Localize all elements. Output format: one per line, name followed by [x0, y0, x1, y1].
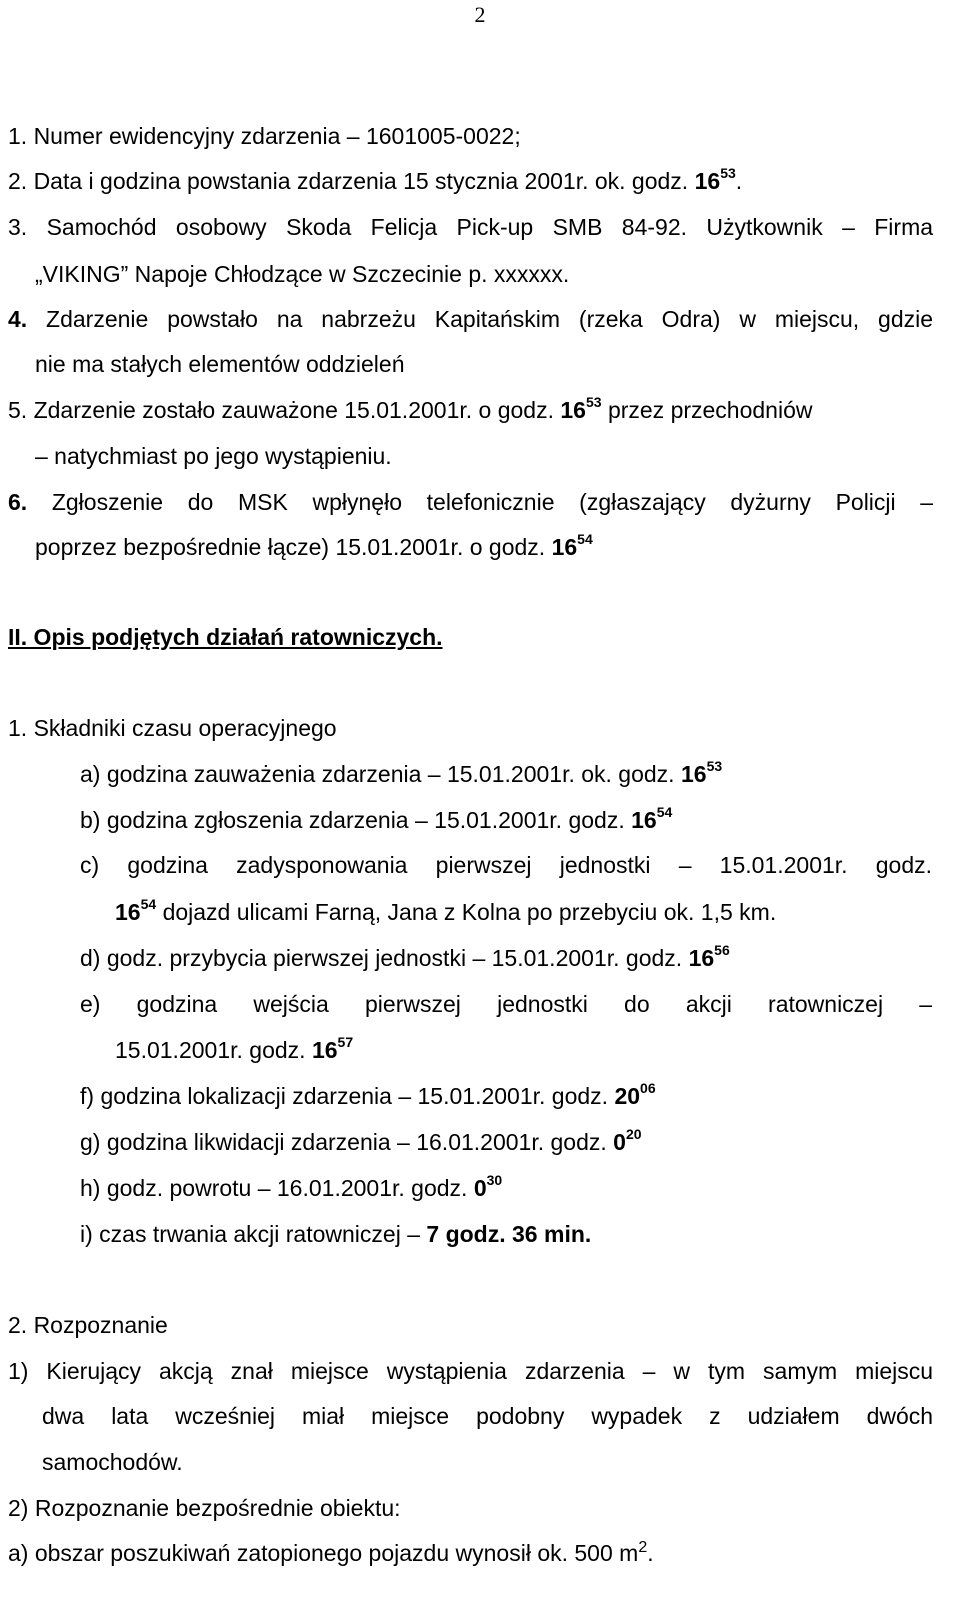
word: miejsce	[290, 1358, 369, 1384]
word: wcześniej	[175, 1403, 275, 1429]
item-a-text: a) godzina zauważenia zdarzenia – 15.01.2001r. ok. godz.	[80, 761, 675, 787]
item1-title: 1. Składniki czasu operacyjnego	[8, 715, 337, 741]
word: pierwszej	[435, 852, 532, 878]
item-h-hour: 0	[473, 1175, 487, 1201]
word: tym	[708, 1358, 746, 1384]
item-a-hour: 16	[680, 761, 707, 787]
word: powstało	[167, 306, 258, 332]
line-5-rest: przez przechodniów	[607, 397, 813, 423]
word: telefonicznie	[426, 489, 555, 515]
item-b-hour: 16	[631, 807, 657, 833]
word: –	[678, 852, 692, 878]
item-i	[80, 1219, 591, 1249]
word: wypadek	[591, 1403, 683, 1429]
word: Samochód	[46, 214, 157, 240]
line-4	[8, 304, 933, 334]
item-g-text: g) godzina likwidacji zdarzenia – 16.01.2001r. godz.	[80, 1129, 607, 1155]
item-g	[80, 1127, 642, 1160]
word: z	[709, 1403, 721, 1429]
word: zdarzenia	[524, 1358, 625, 1384]
word: dwóch	[866, 1403, 934, 1429]
item-i-duration: 7 godz. 36 min.	[426, 1221, 592, 1247]
item-h	[80, 1173, 502, 1206]
recon-p1-l3: samochodów.	[42, 1449, 183, 1475]
item-b-text: b) godzina zgłoszenia zdarzenia – 15.01.2001r. godz.	[80, 807, 625, 833]
word: lata	[111, 1403, 149, 1429]
line-2-end: .	[735, 168, 743, 194]
word: Firma	[874, 214, 934, 240]
item-c2-text: dojazd ulicami Farną, Jana z Kolna po przebyciu ok. 1,5 km.	[162, 899, 777, 925]
line-2-minutes: 53	[720, 165, 736, 181]
word: MSK	[237, 489, 288, 515]
word: gdzie	[878, 306, 934, 332]
word: zadysponowania	[236, 852, 408, 878]
item-c-hour: 16	[115, 899, 141, 925]
line-4b: nie ma stałych elementów oddzieleń	[35, 351, 405, 377]
section-heading-text: II. Opis podjętych działań ratowniczych.	[8, 624, 443, 650]
item-h-minutes: 30	[486, 1172, 503, 1188]
word: godzina	[136, 991, 218, 1017]
word: SMB	[552, 214, 603, 240]
recon-p1-l2	[42, 1401, 933, 1431]
line-6b	[35, 532, 593, 565]
item-i-text: i) czas trwania akcji ratowniczej –	[80, 1221, 421, 1247]
item-d	[80, 943, 730, 976]
word: akcją	[159, 1358, 213, 1384]
item-f-minutes: 06	[640, 1080, 656, 1096]
word: dyżurny	[730, 489, 811, 515]
page-number: 2	[474, 2, 486, 27]
item-c2	[115, 897, 776, 930]
word: 15.01.2001r.	[719, 852, 848, 878]
word: wystąpienia	[386, 1358, 507, 1384]
word: Odra)	[661, 306, 721, 332]
word: –	[920, 489, 934, 515]
item-e2-text: 15.01.2001r. godz.	[115, 1037, 306, 1063]
word: miejscu,	[774, 306, 860, 332]
line-5	[8, 395, 813, 428]
word: Felicja	[370, 214, 438, 240]
item-d-minutes: 56	[714, 942, 730, 958]
line-5-hour: 16	[560, 397, 586, 423]
word: Policji	[835, 489, 896, 515]
word: 84-92.	[621, 214, 688, 240]
word: nabrzeżu	[321, 306, 416, 332]
item-f-hour: 20	[614, 1083, 641, 1109]
word: 1)	[8, 1358, 29, 1384]
item-e-hour: 16	[311, 1037, 338, 1063]
line-1: 1. Numer ewidencyjny zdarzenia – 1601005-0022;	[8, 123, 521, 149]
word: do	[624, 991, 650, 1017]
word: Zgłoszenie	[51, 489, 164, 515]
item-b-minutes: 54	[656, 804, 673, 820]
word: –	[919, 991, 933, 1017]
item-a	[80, 759, 722, 792]
word: miał	[301, 1403, 345, 1429]
item-d-text: d) godz. przybycia pierwszej jednostki – 15.01.2001r. godz.	[80, 945, 683, 971]
line-2-text: 2. Data i godzina powstania zdarzenia 15 stycznia 2001r. ok. godz.	[8, 168, 689, 194]
line-6-minutes: 54	[577, 531, 593, 547]
line-5b: – natychmiast po jego wystąpieniu.	[35, 443, 392, 469]
word: Pick-up	[456, 214, 534, 240]
item-g-minutes: 20	[625, 1126, 642, 1142]
word: samym	[763, 1358, 838, 1384]
word: dwa	[42, 1403, 85, 1429]
recon-title: 2. Rozpoznanie	[8, 1312, 168, 1338]
word: (rzeka	[578, 306, 643, 332]
recon-pa-end: .	[647, 1540, 654, 1566]
word: na	[276, 306, 303, 332]
line-6	[8, 487, 933, 517]
word: Skoda	[286, 214, 352, 240]
word: godz.	[875, 852, 933, 878]
recon-p1	[8, 1356, 933, 1386]
item-d-hour: 16	[688, 945, 715, 971]
word: –	[842, 214, 855, 240]
word: w	[739, 306, 756, 332]
word: 3.	[8, 214, 28, 240]
line-3	[8, 212, 933, 242]
word: osobowy	[175, 214, 267, 240]
line-6-number: 6.	[8, 489, 28, 515]
line-5-text: 5. Zdarzenie zostało zauważone 15.01.2001r. o godz.	[8, 397, 554, 423]
item-f	[80, 1081, 656, 1114]
word: podobny	[476, 1403, 565, 1429]
line-3b: „VIKING” Napoje Chłodzące w Szczecinie p. xxxxxx.	[35, 261, 570, 287]
word: ratowniczej	[768, 991, 884, 1017]
item-a-minutes: 53	[706, 758, 723, 774]
item-e2	[115, 1035, 353, 1068]
word: (zgłaszający	[579, 489, 706, 515]
word: wejścia	[253, 991, 329, 1017]
word: znał	[230, 1358, 273, 1384]
line-6-hour: 16	[551, 534, 578, 560]
word: e)	[80, 991, 101, 1017]
word: –	[642, 1358, 656, 1384]
recon-pa	[8, 1538, 654, 1572]
item-c	[80, 850, 932, 880]
word: jednostki	[497, 991, 588, 1017]
item-g-hour: 0	[613, 1129, 626, 1155]
word: wpłynęło	[312, 489, 402, 515]
item-e-minutes: 57	[337, 1034, 354, 1050]
line-5-minutes: 53	[585, 394, 602, 410]
word: miejsce	[371, 1403, 450, 1429]
word: Zdarzenie	[46, 306, 149, 332]
item-h-text: h) godz. powrotu – 16.01.2001r. godz.	[80, 1175, 468, 1201]
recon-p2: 2) Rozpoznanie bezpośrednie obiektu:	[8, 1495, 401, 1521]
item-f-text: f) godzina lokalizacji zdarzenia – 15.01.2001r. godz.	[80, 1083, 609, 1109]
word: godzina	[127, 852, 208, 878]
item-e	[80, 989, 932, 1019]
line-6b-text: poprzez bezpośrednie łącze) 15.01.2001r. o godz.	[35, 534, 546, 560]
word: Kierujący	[46, 1358, 142, 1384]
word: w	[673, 1358, 691, 1384]
word: miejscu	[855, 1358, 934, 1384]
word: pierwszej	[365, 991, 461, 1017]
line-2	[8, 166, 742, 199]
section-heading	[8, 622, 443, 652]
word: Kapitańskim	[434, 306, 561, 332]
word: do	[187, 489, 214, 515]
recon-pa-text: a) obszar poszukiwań zatopionego pojazdu wynosił ok. 500 m	[8, 1540, 639, 1566]
word: jednostki	[559, 852, 651, 878]
item-c-minutes: 54	[140, 896, 157, 912]
word: c)	[80, 852, 100, 878]
recon-pa-exponent: 2	[638, 1539, 648, 1556]
item-b	[80, 805, 672, 838]
word: akcji	[685, 991, 732, 1017]
line-4-number: 4.	[8, 306, 28, 332]
word: Użytkownik	[706, 214, 823, 240]
word: udziałem	[747, 1403, 840, 1429]
line-2-hour: 16	[694, 168, 721, 194]
